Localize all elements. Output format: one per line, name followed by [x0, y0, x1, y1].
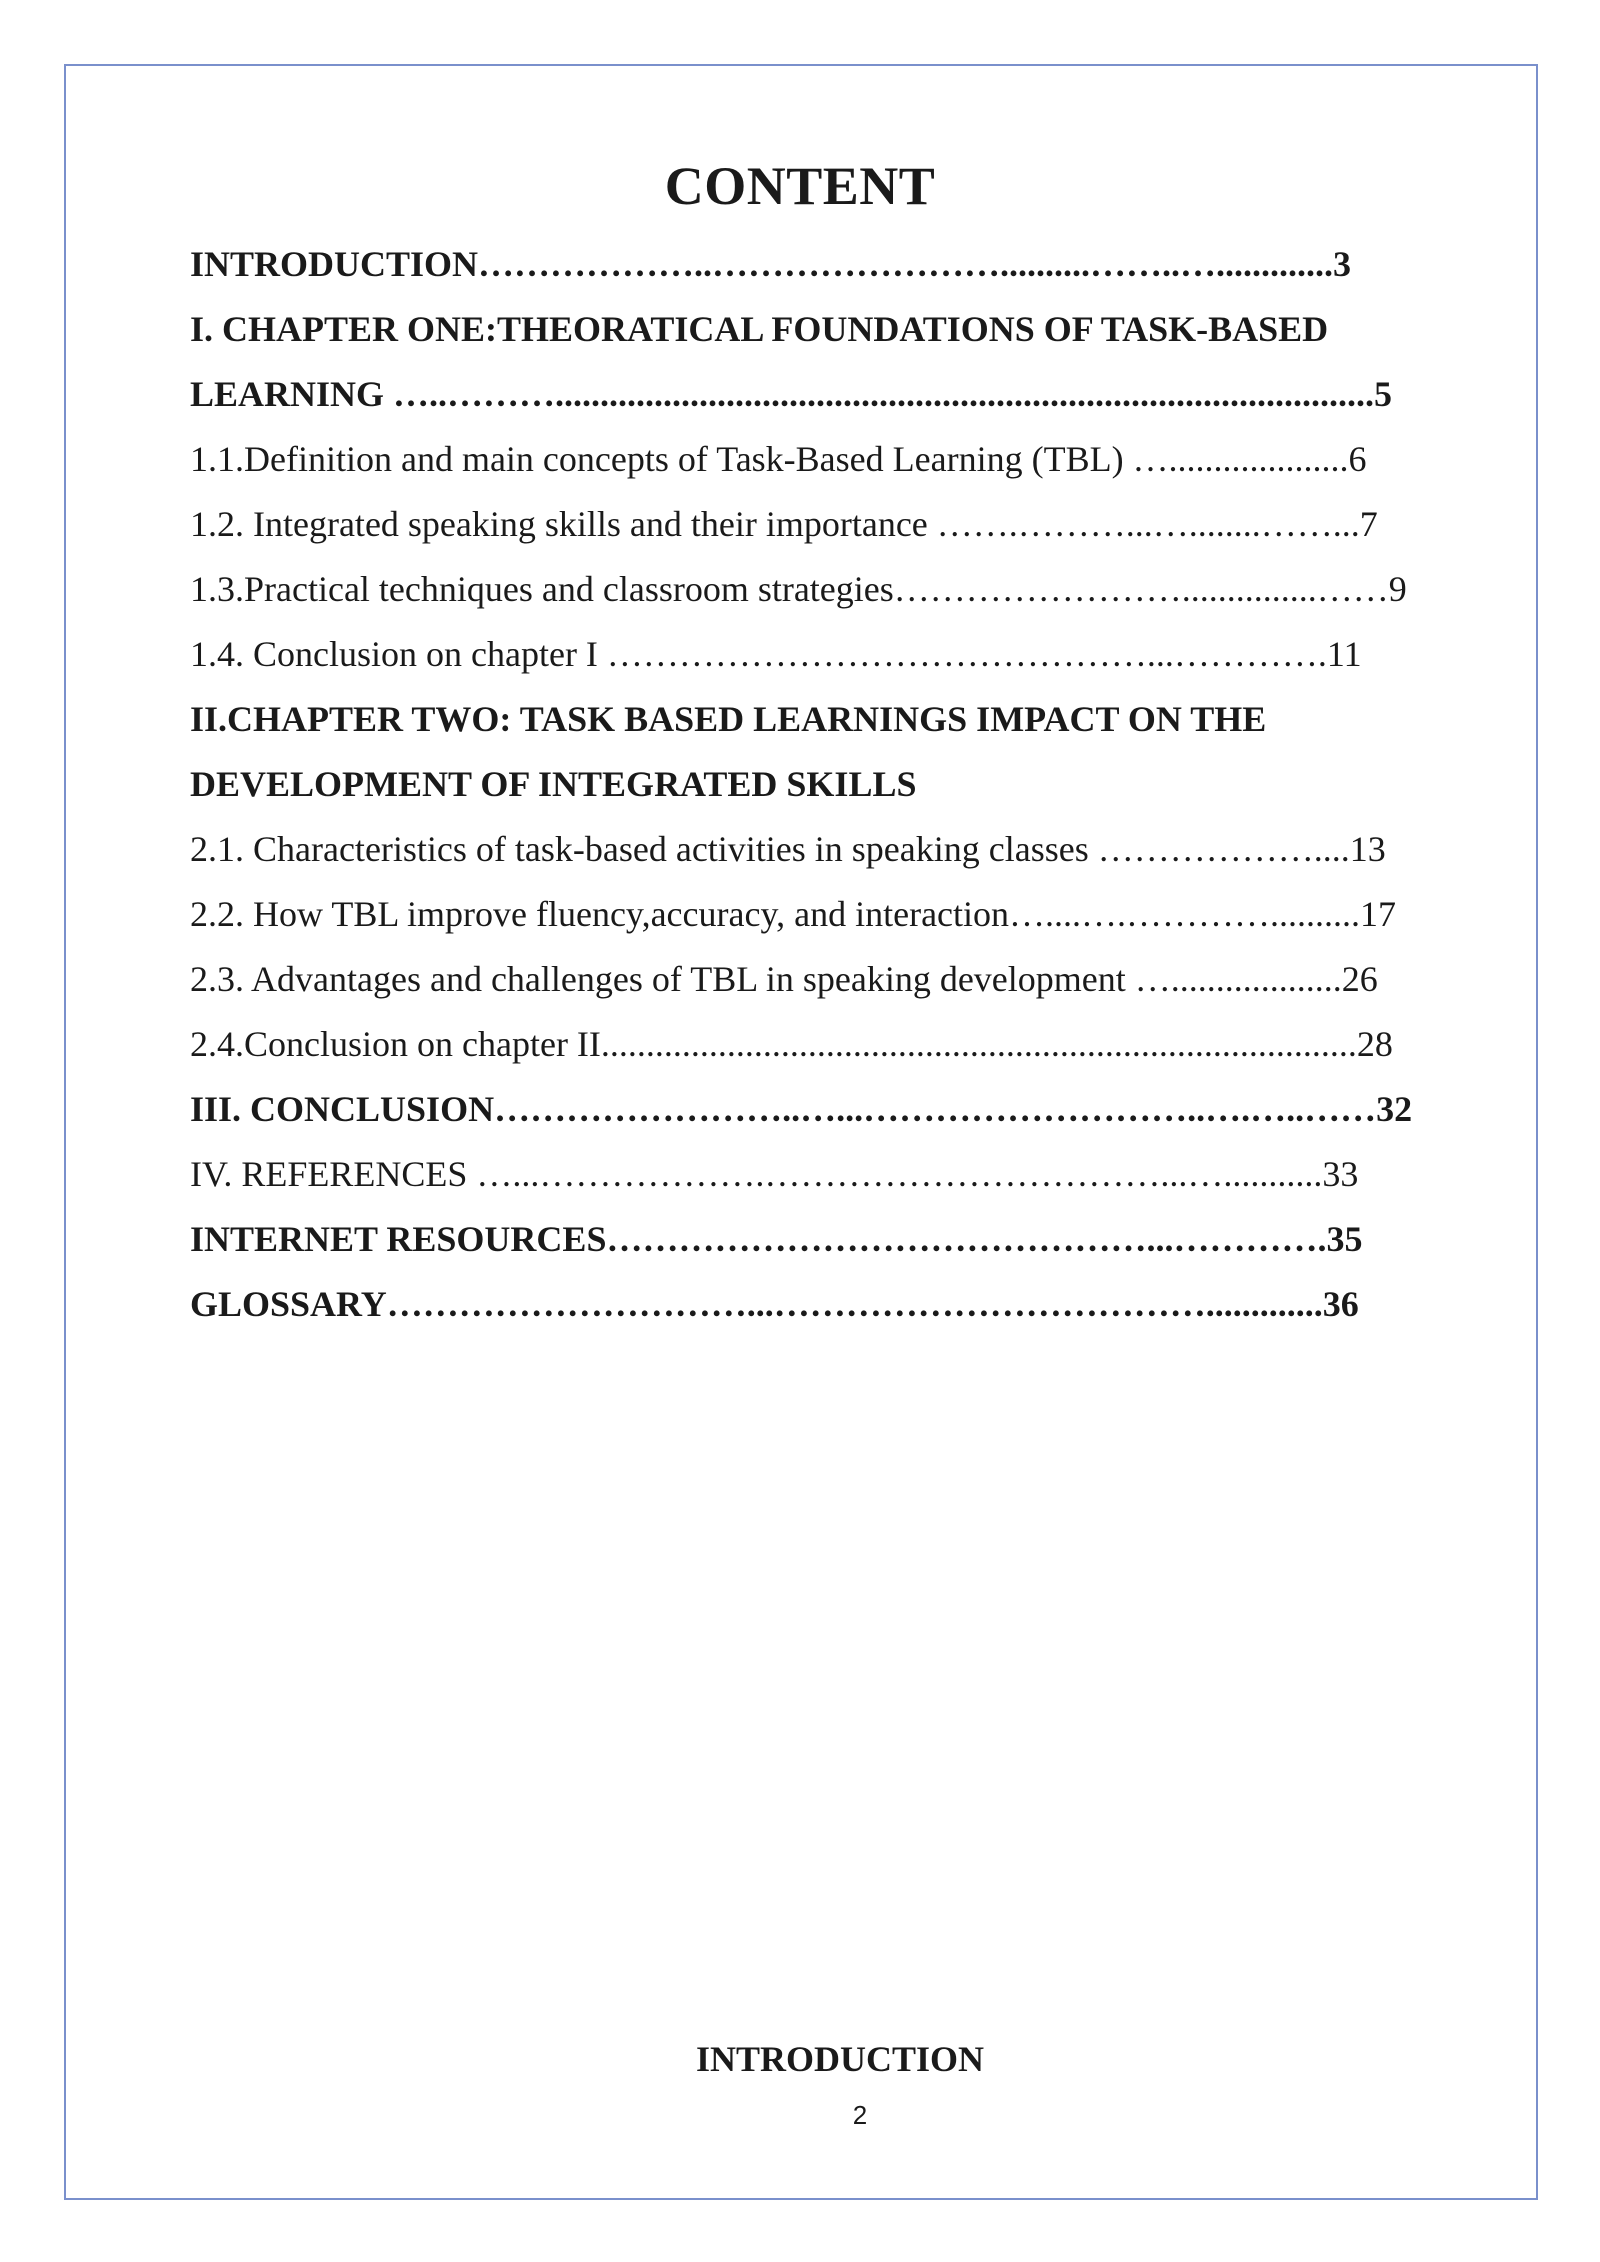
toc-section-2-4: 2.4.Conclusion on chapter II....................................................................................28: [190, 1024, 1393, 1064]
toc-section-2-2: 2.2. How TBL improve fluency,accuracy, and interaction…....….…………..........17: [190, 894, 1397, 934]
toc-conclusion: III. CONCLUSION……………………..…...………………………..….…..……32: [190, 1089, 1413, 1129]
toc-chapter-one-heading-continued: LEARNING …..………...........................................................................................5: [190, 374, 1393, 414]
toc-references: IV. REFERENCES …...……………….……………………………...…...........33: [190, 1154, 1359, 1194]
toc-section-1-4: 1.4. Conclusion on chapter I ………………………………………...………….11: [190, 634, 1362, 674]
toc-section-1-1: 1.1.Definition and main concepts of Task-Based Learning (TBL) …....................6: [190, 439, 1367, 479]
toc-glossary: GLOSSARY…………………………...……………………………….............36: [190, 1284, 1359, 1324]
toc-introduction: INTRODUCTION………………..……………………..........……..….............3: [190, 244, 1352, 284]
toc-chapter-two-heading-continued: DEVELOPMENT OF INTEGRATED SKILLS: [190, 764, 917, 804]
toc-chapter-one-heading: I. CHAPTER ONE:THEORATICAL FOUNDATIONS OF TASK-BASED: [190, 309, 1329, 349]
table-of-contents: [190, 232, 1450, 1337]
toc-section-2-1: 2.1. Characteristics of task-based activities in speaking classes ………………....13: [190, 829, 1386, 869]
toc-chapter-two-heading: II.CHAPTER TWO: TASK BASED LEARNINGS IMPACT ON THE: [190, 699, 1267, 739]
toc-internet-resources: INTERNET RESOURCES………………………………………...………….35: [190, 1219, 1363, 1259]
page-title: CONTENT: [664, 156, 936, 216]
toc-section-2-3: 2.3. Advantages and challenges of TBL in speaking development …...................26: [190, 959, 1378, 999]
next-section-heading: INTRODUCTION: [695, 2039, 985, 2079]
toc-section-1-3: 1.3.Practical techniques and classroom strategies……………………...............……9: [190, 569, 1407, 609]
page-number: 2: [852, 2100, 868, 2130]
toc-section-1-2: 1.2. Integrated speaking skills and their importance …….………...…........……...7: [190, 504, 1378, 544]
